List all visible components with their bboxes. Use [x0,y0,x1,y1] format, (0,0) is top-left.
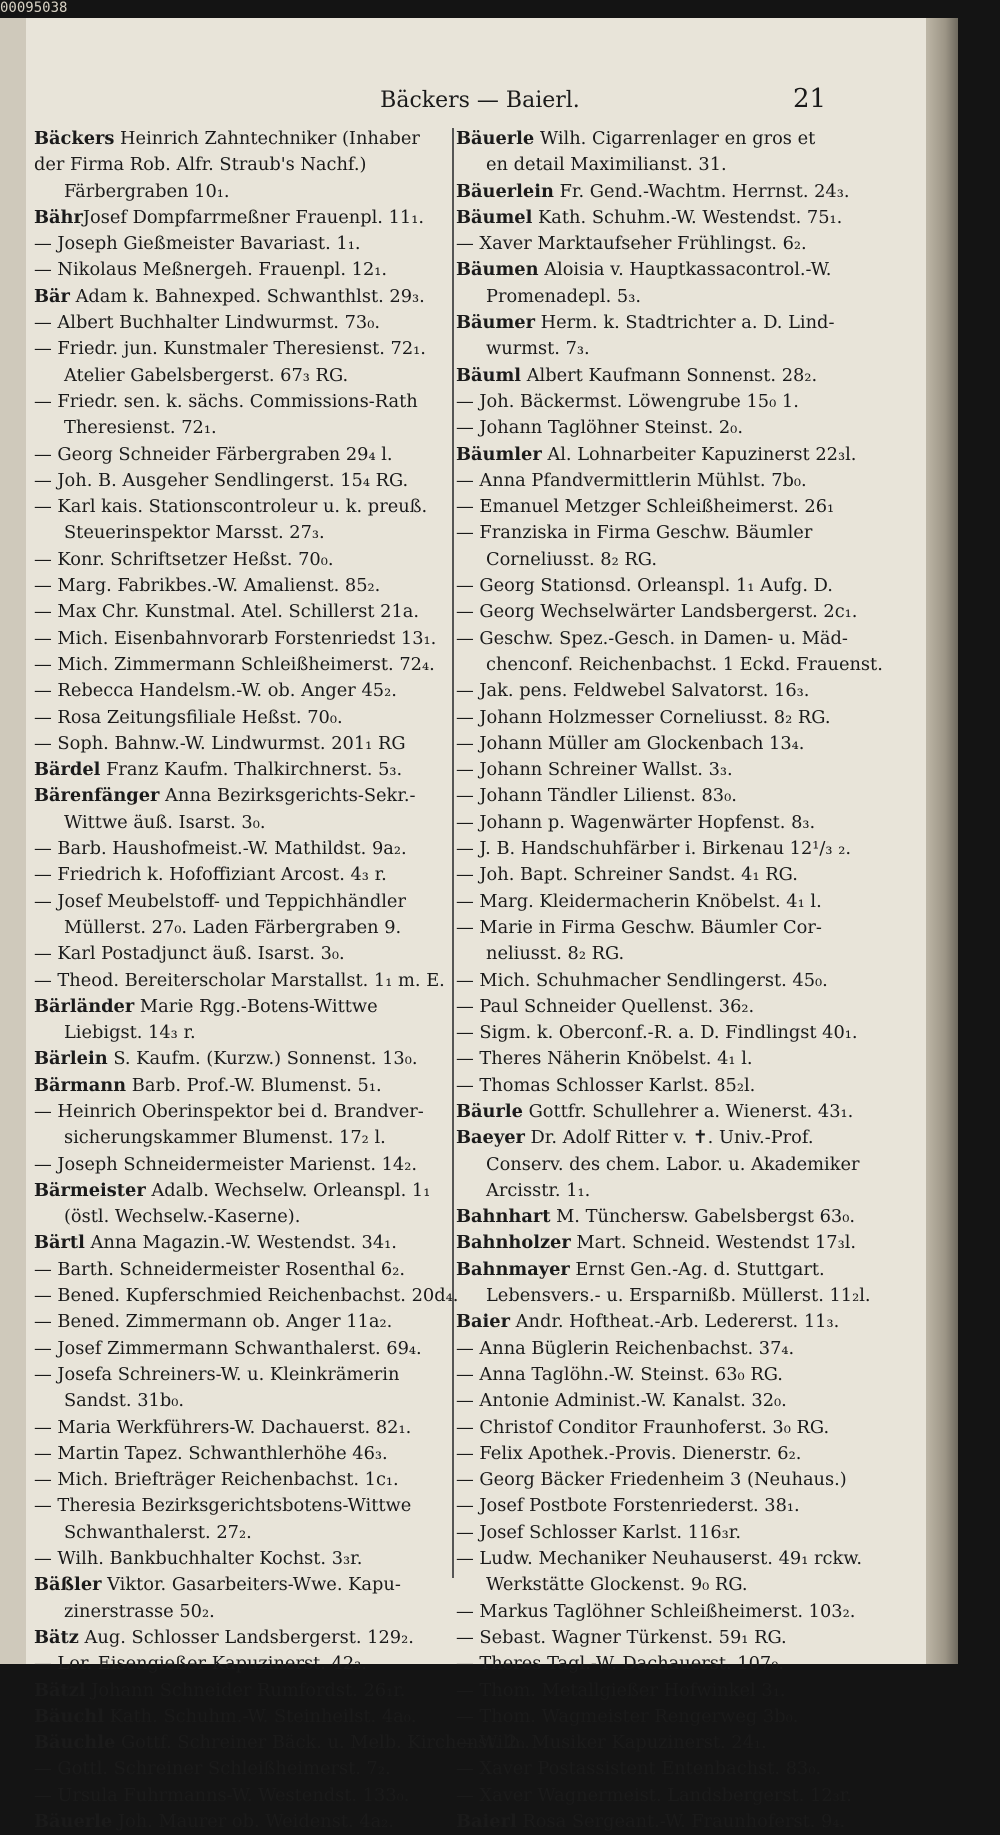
directory-entry-line [456,1730,894,1756]
directory-entry-line [456,1204,894,1230]
entry-text: Viktor. Gasarbeiters-Wwe. Kapu- [101,1574,401,1596]
directory-entry-line [34,1783,450,1809]
surname-heading: Bätz [34,1626,79,1648]
entry-text: — Nikolaus Meßnergeh. Frauenpl. 12₁. [34,259,388,281]
entry-text: Fr. Gend.-Wachtm. Herrnst. 24₃. [553,180,850,202]
surname-heading: Bäurle [456,1100,523,1122]
directory-entry-line [456,994,894,1020]
entry-text: — Josefa Schreiners-W. u. Kleinkrämerin [34,1363,400,1385]
directory-entry-line [456,810,894,836]
entry-text: Al. Lohnarbeiter Kapuzinerst 22₃l. [541,443,857,465]
entry-text: — Bened. Kupferschmied Reichenbachst. 20d₄. [34,1285,459,1307]
entry-text: Franz Kaufm. Thalkirchnerst. 5₃. [100,759,403,781]
entry-text: — Johann Müller am Glockenbach 13₄. [456,732,805,754]
directory-entry-line [34,968,450,994]
directory-entry-line [34,783,450,809]
directory-entry-line [456,336,894,362]
entry-text: — Joseph Schneidermeister Marienst. 14₂. [34,1153,418,1175]
entry-text: — Emanuel Metzger Schleißheimerst. 26₁ [456,496,835,518]
surname-heading: Bäuerle [456,128,535,149]
entry-text: — Xaver Wagnermeist. Landsbergerst. 12₃r. [456,1784,852,1806]
directory-entry-line [456,678,894,704]
page-header [0,80,958,118]
entry-text: Schwanthalerst. 27₂. [64,1521,252,1543]
directory-entry-line [34,415,450,441]
entry-text: Kath. Schuhm.-W. Steinheilst. 4a₀. [104,1705,417,1727]
entry-text: Josef Dompfarrmeßner Frauenpl. 11₁. [82,206,424,228]
surname-heading: Bäuchl [34,1705,104,1727]
entry-text: Conserv. des chem. Labor. u. Akademiker [486,1153,860,1175]
directory-entry-line [456,1441,894,1467]
entry-text: — Joseph Gießmeister Bavariast. 1₁. [34,233,361,255]
entry-text: — Heinrich Oberinspektor bei d. Brandver- [34,1100,424,1122]
directory-entry-line [34,1467,450,1493]
directory-entry-line [34,573,450,599]
entry-text: — Josef Meubelstoff- und Teppichhändler [34,890,406,912]
entry-text: — Barb. Haushofmeist.-W. Mathildst. 9a₂. [34,838,407,860]
entry-text: — Wilh. Bankbuchhalter Kochst. 3₃r. [34,1548,363,1570]
entry-text: — Martin Tapez. Schwanthlerhöhe 46₃. [34,1442,388,1464]
surname-heading: Bäuerle [34,1811,113,1832]
directory-entry-line [456,889,894,915]
directory-entry-line [34,1020,450,1046]
directory-entry-line [34,284,450,310]
entry-text: Müllerst. 27₀. Laden Färbergraben 9. [64,916,402,938]
directory-entry-line [34,994,450,1020]
directory-entry-line [34,652,450,678]
directory-entry-line [34,862,450,888]
entry-text: Atelier Gabelsbergerst. 67₃ RG. [64,364,349,386]
directory-entry-line [34,494,450,520]
directory-entry-line [456,468,894,494]
surname-heading: Bärmann [34,1074,127,1096]
directory-entry-line [456,415,894,441]
directory-entry-line [456,1651,894,1677]
surname-heading: Bär [34,285,70,307]
directory-entry-line [34,678,450,704]
entry-text: Corneliusst. 8₂ RG. [486,548,658,570]
entry-text: — Theod. Bereiterscholar Marstallst. 1₁ m. E. [34,969,445,991]
surname-heading: Bärländer [34,995,135,1017]
directory-entry-line [456,1520,894,1546]
entry-text: — Mich. Eisenbahnvorarb Forstenriedst 13₁. [34,627,437,649]
entry-text: Anna Bezirksgerichts-Sekr.- [159,785,416,807]
directory-entry-line [34,941,450,967]
entry-text: — Johann Tändler Lilienst. 83₀. [456,785,737,807]
directory-entry-line [456,494,894,520]
entry-text: — Mich. Schuhmacher Sendlingerst. 45₀. [456,969,828,991]
entry-text: Joh. Maurer ob. Weidenst. 4a₂. [112,1811,394,1832]
directory-entry-line [34,889,450,915]
entry-text: S. Kaufm. (Kurzw.) Sonnenst. 13₀. [107,1048,418,1070]
directory-entry-line [34,442,450,468]
entry-text: — Georg Bäcker Friedenheim 3 (Neuhaus.) [456,1469,847,1491]
directory-entry-line [456,310,894,336]
directory-entry-line [34,1099,450,1125]
directory-entry-line [34,336,450,362]
entry-text: — Lor. Eisengießer Kapuzinerst. 42₃. [34,1653,367,1675]
entry-text: Dr. Adolf Ritter v. ✝. Univ.-Prof. [524,1127,814,1149]
entry-text: — Theres Tagl.-W. Dachauerst. 107₀. [456,1653,785,1675]
entry-text: — Rosa Zeitungsfiliale Heßst. 70₀. [34,706,343,728]
entry-text: — Paul Schneider Quellenst. 36₂. [456,995,755,1017]
entry-text: Gottfr. Schullehrer a. Wienerst. 43₁. [522,1100,854,1122]
directory-entry-line [456,1099,894,1125]
entry-text: chenconf. Reichenbachst. 1 Eckd. Frauenst. [486,653,883,675]
entry-text: Ernst Gen.-Ag. d. Stuttgart. [569,1258,825,1280]
directory-entry-line [456,1783,894,1809]
directory-entry-line [34,179,450,205]
surname-heading: Bärenfänger [34,785,160,807]
entry-text: M. Tünchersw. Gabelsbergst 63₀. [550,1206,855,1228]
entry-text: der Firma Rob. Alfr. Straub's Nachf.) [34,154,367,176]
entry-text: — Johann Taglöhner Steinst. 2₀. [456,417,743,439]
entry-text: Steuerinspektor Marsst. 27₃. [64,522,325,544]
surname-heading: Bäuerlein [456,180,554,202]
entry-text: — Christof Conditor Fraunhoferst. 3₀ RG. [456,1416,830,1438]
entry-text: Anna Magazin.-W. Westendst. 34₁. [84,1232,397,1254]
entry-text: — Friedr. sen. k. sächs. Commissions-Rath [34,390,418,412]
directory-entry-line [34,731,450,757]
directory-entry-line [34,547,450,573]
directory-entry-line [456,284,894,310]
entry-text: Lebensvers.- u. Ersparnißb. Müllerst. 11₂l. [486,1285,871,1307]
directory-entry-line [34,626,450,652]
surname-heading: Bätzl [34,1679,86,1701]
directory-entry-line [34,1415,450,1441]
directory-entry-line [456,783,894,809]
directory-entry-line [34,1309,450,1335]
entry-text: — Anna Pfandvermittlerin Mühlst. 7b₀. [456,469,807,491]
surname-heading: Bähr [34,206,83,228]
directory-entry-line [34,1441,450,1467]
surname-heading: Bäumler [456,443,542,465]
directory-entry-line [456,1625,894,1651]
directory-entry-line [34,1257,450,1283]
entry-text: Adalb. Wechselw. Orleanspl. 1₁ [145,1179,431,1201]
directory-entry-line [456,1599,894,1625]
directory-entry-line [456,599,894,625]
directory-entry-line [456,1388,894,1414]
entry-text: — Rebecca Handelsm.-W. ob. Anger 45₂. [34,680,397,702]
entry-text: Albert Kaufmann Sonnenst. 28₂. [521,364,818,386]
entry-text: — Geschw. Spez.-Gesch. in Damen- u. Mäd- [456,627,848,649]
entry-text: wurmst. 7₃. [486,338,590,360]
entry-text: — Karl kais. Stationscontroleur u. k. preuß. [34,496,428,518]
entry-text: — Konr. Schriftsetzer Heßst. 70₀. [34,548,334,570]
entry-text: — Friedr. jun. Kunstmaler Theresienst. 72₁. [34,338,426,360]
directory-entry-line [456,836,894,862]
entry-text: — Jak. pens. Feldwebel Salvatorst. 16₃. [456,680,810,702]
entry-text: Adam k. Bahnexped. Schwanthlst. 29₃. [69,285,425,307]
entry-text: — Marie in Firma Geschw. Bäumler Cor- [456,916,822,938]
directory-entry-line [456,1309,894,1335]
directory-entry-line [456,1756,894,1782]
directory-entry-line [456,1809,894,1835]
surname-heading: Bärlein [34,1048,108,1070]
surname-heading: Bäumel [456,206,533,228]
entry-text: — Thom. Wagmeister Rengerweg 3b₀. [456,1705,799,1727]
directory-entry-line [34,1651,450,1677]
entry-text: — Ursula Fuhrmanns-W. Westendst. 133₀. [34,1784,410,1806]
right-column [456,126,894,1835]
entry-text: Johann Schneider Rumfordst. 26₁r. [85,1679,406,1701]
entry-text: — Theres Näherin Knöbelst. 4₁ l. [456,1048,753,1070]
entry-text: — Antonie Administ.-W. Kanalst. 32₀. [456,1390,787,1412]
entry-text: — Thomas Schlosser Karlst. 85₂l. [456,1074,756,1096]
directory-entry-line [456,1336,894,1362]
entry-text: — Xaver Marktaufseher Frühlingst. 6₂. [456,233,807,255]
surname-heading: Bäumer [456,312,535,334]
directory-entry-line [34,1572,450,1598]
directory-entry-line [34,1388,450,1414]
entry-text: Gottf. Schreiner Bäck. u. Melb. Kirchenst. 2₀. [115,1732,530,1754]
entry-text: — Johann p. Wagenwärter Hopfenst. 8₃. [456,811,816,833]
entry-text: — Josef Postbote Forstenriederst. 38₁. [456,1495,800,1517]
entry-text: en detail Maximilianst. 31. [486,154,727,176]
page-gutter [0,18,26,1664]
directory-entry-line [456,1493,894,1519]
entry-text: — Thom. Metallgießer Hofwinkel 3₁. [456,1679,786,1701]
surname-heading: Bahnhart [456,1206,551,1228]
directory-entry-line [34,810,450,836]
column-divider [452,128,454,1578]
entry-text: — Josef Zimmermann Schwanthalerst. 69₄. [34,1337,422,1359]
directory-entry-line [456,547,894,573]
entry-text: — Mich. Briefträger Reichenbachst. 1c₁. [34,1469,399,1491]
surname-heading: Bäckers [34,128,115,149]
entry-text: — Georg Wechselwärter Landsbergerst. 2c₁. [456,601,858,623]
entry-text: — Joh. Bapt. Schreiner Sandst. 4₁ RG. [456,864,798,886]
directory-entry-line [456,1230,894,1256]
entry-text: — Johann Holzmesser Corneliusst. 8₂ RG. [456,706,831,728]
directory-entry-line [456,231,894,257]
entry-text: Heinrich Zahntechniker (Inhaber [114,128,420,149]
entry-text: — Mich. Zimmermann Schleißheimerst. 72₄. [34,653,435,675]
entry-text: zinerstrasse 50₂. [64,1600,215,1622]
entry-text: Färbergraben 10₁. [64,180,230,202]
surname-heading: Bahnmayer [456,1258,570,1280]
entry-text: — Xaver Postassistent Entenbachst. 83₀. [456,1758,822,1780]
directory-entry-line [34,126,450,152]
surname-heading: Bärmeister [34,1179,146,1201]
entry-text: — Joh. B. Ausgeher Sendlingerst. 15₄ RG. [34,469,409,491]
entry-text: — Barth. Schneidermeister Rosenthal 6₂. [34,1258,406,1280]
directory-entry-line [34,757,450,783]
directory-entry-line [456,1467,894,1493]
directory-entry-line [34,836,450,862]
surname-heading: Baierl [456,1811,517,1832]
directory-entry-line [456,1046,894,1072]
entry-text: sicherungskammer Blumenst. 17₂ l. [64,1127,386,1149]
entry-text: Rosa Sergeant.-W. Fraunhoferst. 9₄. [516,1811,846,1832]
entry-text: — Franziska in Firma Geschw. Bäumler [456,522,813,544]
directory-entry-line [456,1283,894,1309]
directory-entry-line [456,757,894,783]
directory-entry-line [34,1178,450,1204]
directory-entry-line [456,1152,894,1178]
directory-entry-line [456,1178,894,1204]
directory-entry-line [34,915,450,941]
directory-entry-line [34,599,450,625]
directory-entry-line [34,705,450,731]
entry-text: — Georg Schneider Färbergraben 29₄ l. [34,443,393,465]
entry-text: Liebigst. 14₃ r. [64,1022,196,1044]
entry-text: Sandst. 31b₀. [64,1390,184,1412]
directory-entry-line [34,1756,450,1782]
directory-entry-line [456,152,894,178]
entry-text: — Joh. Bäckermst. Löwengrube 15₀ 1. [456,390,799,412]
entry-text: — Georg Stationsd. Orleanspl. 1₁ Aufg. D. [456,575,833,597]
directory-entry-line [34,1283,459,1309]
entry-text: Barb. Prof.-W. Blumenst. 5₁. [126,1074,382,1096]
entry-text: — Gottl. Schreiner Schleißheimerst. 7₂. [34,1758,391,1780]
surname-heading: Baeyer [456,1127,525,1149]
entry-text: neliusst. 8₂ RG. [486,943,625,965]
directory-entry-line [34,1204,450,1230]
directory-entry-line [456,1073,894,1099]
entry-text: — Johann Schreiner Wallst. 3₃. [456,759,733,781]
directory-entry-line [34,310,450,336]
surname-heading: Bäumen [456,259,539,281]
entry-text: — Theresia Bezirksgerichtsbotens-Wittwe [34,1495,412,1517]
entry-text: — Felix Apothek.-Provis. Dienerstr. 6₂. [456,1442,802,1464]
entry-text: — J. B. Handschuhfärber i. Birkenau 12¹/₃ ₂. [456,838,851,860]
directory-entry-line [34,389,450,415]
directory-entry-line [456,1257,894,1283]
directory-entry-line [456,1415,894,1441]
surname-heading: Bäuml [456,364,522,386]
entry-text: Promenadepl. 5₃. [486,285,641,307]
entry-text: — Marg. Fabrikbes.-W. Amalienst. 85₂. [34,575,381,597]
entry-text: Aloisia v. Hauptkassacontrol.-W. [538,259,832,281]
entry-text: — Sigm. k. Oberconf.-R. a. D. Findlingst 40₁. [456,1022,858,1044]
directory-entry-line [34,1230,450,1256]
directory-entry-line [456,1020,894,1046]
entry-text: — Ludw. Mechaniker Neuhauserst. 49₁ rckw. [456,1548,862,1570]
directory-entry-line [456,257,894,283]
directory-entry-line [456,626,894,652]
entry-text: — Anna Büglerin Reichenbachst. 37₄. [456,1337,795,1359]
entry-text: (östl. Wechselw.-Kaserne). [64,1206,301,1228]
directory-entry-line [456,1546,894,1572]
directory-entry-line [456,731,894,757]
entry-text: — Friedrich k. Hofoffiziant Arcost. 4₃ r. [34,864,387,886]
entry-text: — Anna Taglöhn.-W. Steinst. 63₀ RG. [456,1363,783,1385]
directory-entry-line [456,862,894,888]
directory-entry-line [456,389,894,415]
directory-entry-line [34,1546,450,1572]
directory-entry-line [456,915,894,941]
entry-text: — Maria Werkführers-W. Dachauerst. 82₁. [34,1416,412,1438]
entry-text: — Josef Schlosser Karlst. 116₃r. [456,1521,741,1543]
directory-entry-line [456,573,894,599]
directory-entry-line [34,1152,450,1178]
directory-entry-line [34,1625,450,1651]
directory-entry-line [34,520,450,546]
page-number: 21 [793,84,827,114]
entry-text: — Wilh. Musiker Kapuzinerst. 24₁. [456,1732,767,1754]
entry-text: Kath. Schuhm.-W. Westendst. 75₁. [532,206,843,228]
entry-text: — Marg. Kleidermacherin Knöbelst. 4₁ l. [456,890,822,912]
directory-entry-line [456,126,894,152]
entry-text: — Sebast. Wagner Türkenst. 59₁ RG. [456,1626,787,1648]
directory-entry-line [34,1046,450,1072]
directory-entry-line [34,1730,530,1756]
entry-text: Andr. Hoftheat.-Arb. Ledererst. 11₃. [510,1311,840,1333]
entry-text: Aug. Schlosser Landsbergerst. 129₂. [78,1626,414,1648]
entry-text: — Max Chr. Kunstmal. Atel. Schillerst 21a. [34,601,420,623]
directory-entry-line [456,1362,894,1388]
directory-entry-line [34,205,450,231]
entry-text: Arcisstr. 1₁. [486,1179,591,1201]
surname-heading: Bäßler [34,1574,102,1596]
directory-entry-line [34,1125,450,1151]
entry-text: — Soph. Bahnw.-W. Lindwurmst. 201₁ RG [34,732,406,754]
directory-entry-line [456,442,894,468]
entry-text: Wilh. Cigarrenlager en gros et [534,128,816,149]
book-edge [926,18,958,1664]
directory-entry-line [34,257,450,283]
entry-text: Marie Rgg.-Botens-Wittwe [134,995,378,1017]
directory-entry-line [456,705,894,731]
directory-entry-line [34,1073,450,1099]
directory-entry-line [456,1125,894,1151]
directory-entry-line [34,1336,450,1362]
scan-mark: 00095038 [0,0,68,16]
directory-entry-line [34,1493,450,1519]
surname-heading: Bärtl [34,1232,85,1254]
surname-heading: Bäuchle [34,1732,116,1754]
surname-heading: Baier [456,1311,510,1333]
directory-entry-line [34,231,450,257]
entry-text: Werkstätte Glockenst. 9₀ RG. [486,1574,748,1596]
directory-entry-line [456,205,894,231]
directory-entry-line [34,1599,450,1625]
directory-page [0,18,958,1832]
directory-entry-line [456,1704,894,1730]
directory-entry-line [456,179,894,205]
entry-text: — Markus Taglöhner Schleißheimerst. 103₂. [456,1600,856,1622]
entry-text: Wittwe äuß. Isarst. 3₀. [64,811,266,833]
directory-entry-line [34,152,450,178]
entry-text: — Karl Postadjunct äuß. Isarst. 3₀. [34,943,345,965]
entry-text: — Albert Buchhalter Lindwurmst. 73₀. [34,312,380,334]
entry-text: Herm. k. Stadtrichter a. D. Lind- [534,312,835,334]
entry-text: Theresienst. 72₁. [64,417,217,439]
directory-entry-line [456,652,894,678]
directory-entry-line [456,1678,894,1704]
directory-entry-line [456,363,894,389]
directory-entry-line [456,941,894,967]
directory-entry-line [456,968,894,994]
directory-entry-line [34,1678,450,1704]
directory-entry-line [34,1809,450,1835]
directory-entry-line [34,363,450,389]
directory-entry-line [34,1520,450,1546]
entry-text: — Bened. Zimmermann ob. Anger 11a₂. [34,1311,393,1333]
directory-entry-line [34,1704,450,1730]
entry-text: Mart. Schneid. Westendst 17₃l. [570,1232,857,1254]
directory-entry-line [456,520,894,546]
directory-entry-line [34,468,450,494]
directory-entry-line [456,1572,894,1598]
surname-heading: Bärdel [34,759,101,781]
running-title: Bäckers — Baierl. [380,88,580,113]
directory-entry-line [34,1362,450,1388]
surname-heading: Bahnholzer [456,1232,571,1254]
